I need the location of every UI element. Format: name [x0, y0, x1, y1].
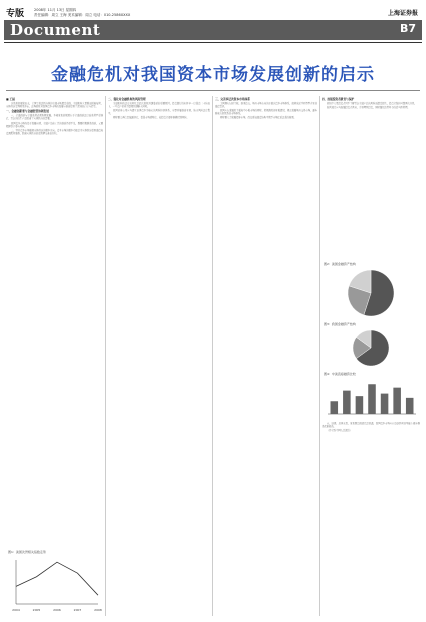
line-chart	[6, 556, 102, 614]
author-note: （作者系中国人民银行）	[327, 429, 353, 433]
paper-name: 上海证券报	[387, 10, 418, 17]
paragraph: 次贷危机爆发以来，美国等发达经济体的金融市场遭受重创，金融机构大量倒闭或被接管，实体经济受到明显冲击。这场危机对我国资本市场的发展与创新提供了深刻的启示与借鉴。	[6, 102, 103, 109]
page-header	[4, 4, 422, 48]
section-label: 专版	[6, 9, 25, 19]
column-divider	[212, 96, 213, 616]
x-tick-label: 2004	[12, 608, 20, 612]
paragraph: 危机中大量投资者因不了解复杂金融产品的风险而遭受损失，投资者保护问题再次凸显。	[327, 102, 417, 106]
paragraph: 监管部门应当加强投资者教育，引导理性投资，同时强化销售环节的适当性管理。	[327, 106, 410, 110]
bar-chart-caption: 图4：中美直接融资比较	[324, 372, 356, 376]
paragraph: 我国证券公司应当建立以净资本为核心的风险控制体系，审慎开展创新业务，防止风险过度集中。	[108, 109, 210, 116]
paragraph: 美国拥有包括主板、纳斯达克、场外市场在内的多层次资本市场体系，能够满足不同类型企业的融资需求。	[215, 102, 317, 109]
bar	[393, 388, 401, 414]
bar	[343, 391, 351, 414]
pie-chart-1	[322, 268, 420, 318]
text-column-1	[6, 96, 103, 546]
bar	[406, 398, 414, 414]
editor-line: 责任编辑：周立 王海 美术编辑：周立 电话：010-2586XXXX	[34, 13, 131, 17]
document-title: Document	[10, 21, 101, 39]
text-column-3	[215, 96, 317, 616]
line-chart-caption: 图1：美国次贷相关指数走势	[8, 550, 46, 554]
x-tick-label: 2007	[73, 608, 82, 612]
paragraph: 我国应在发展好主板和中小板市场的同时，积极推进创业板建设，规范发展场外交易市场，逐步形成有机联系的市场体系。	[215, 109, 317, 116]
bar	[331, 401, 339, 414]
bar-chart	[322, 378, 420, 418]
bar-chart-svg	[322, 378, 420, 418]
page-code: B7	[399, 22, 416, 35]
line-chart-svg	[6, 556, 102, 614]
pie-chart-2	[322, 328, 420, 368]
paragraph: 一、金融创新与金融监管必须协调发展。本轮危机的根源在于金融创新过度而监管严重滞后，复杂的衍生产品脱离了实体经济的需要。	[6, 114, 103, 121]
bar	[368, 384, 376, 414]
x-tick-label: 2008	[94, 608, 102, 612]
pie-chart-1-svg	[322, 268, 420, 318]
bar	[381, 394, 389, 414]
series-line	[16, 562, 98, 595]
bar	[356, 396, 364, 414]
paragraph: 五、结语。总体来看，危机既是挑战也是机遇，我国资本市场应在总结经验的基础上稳步推进改革创新。	[322, 422, 420, 429]
pie-chart-2-svg	[322, 328, 420, 368]
text-column-4-lower	[322, 422, 420, 622]
date-line: 2008年 11月 13日 星期四	[34, 8, 77, 12]
section-heading: 三、完善多层次资本市场体系	[215, 97, 250, 101]
column-divider	[319, 96, 320, 616]
article-title: 金融危机对我国资本市场发展创新的启示	[51, 65, 375, 85]
paragraph: 我国资本市场尚处于发展初期，金融产品和工具的创新仍显不足，既要积极推进创新，又要把握好节奏与风险。	[6, 121, 103, 128]
section-heading: 一、金融创新要与金融监管协调发展	[6, 109, 49, 114]
header-divider	[4, 42, 422, 43]
text-column-2	[108, 96, 210, 602]
section-heading: 四、加强投资者教育与保护	[322, 97, 355, 101]
pie-chart-2-caption: 图3：我国金融资产结构	[324, 322, 356, 326]
pie-chart-1-caption: 图2：美国金融资产结构	[324, 262, 356, 266]
section-heading: 二、强化对金融机构的风险管理	[108, 97, 146, 101]
paragraph: 金融机构的过度杠杆化是此次危机迅速蔓延的重要原因。投资银行的杠杆率一度高达三十倍以上，一旦资产价格下跌便迅速陷入困境。	[108, 102, 210, 109]
paragraph: 同时要完善信息披露制度，提高市场透明度，使投资者能够准确识别风险。	[113, 116, 189, 120]
x-tick-label: 2005	[32, 608, 41, 612]
paragraph: 二、坚持资本市场服务实体经济的根本方向。资本市场的根本功能是为实体经济提供融资和资源配置服务，脱离实体经济的虚拟繁荣难以持续。	[6, 128, 103, 135]
paragraph: 同时要大力发展债券市场，改变直接融资结构中股票市场比重过高的局面。	[220, 116, 296, 120]
author-byline: ■ 王晨	[6, 97, 15, 101]
title-divider	[6, 90, 420, 91]
x-tick-label: 2006	[53, 608, 61, 612]
column-divider	[105, 96, 106, 616]
